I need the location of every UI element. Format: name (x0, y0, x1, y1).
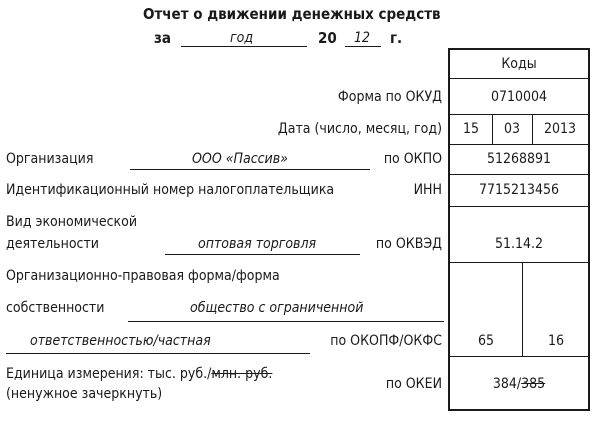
row-divider (448, 206, 590, 207)
unit-label-text: Единица измерения: тыс. руб./ (6, 366, 212, 382)
row-divider (448, 78, 590, 79)
opf-underline-2 (6, 353, 310, 354)
unit-note: (ненужное зачеркнуть) (6, 386, 163, 402)
row-divider (448, 174, 590, 175)
okved-label: по ОКВЭД (375, 236, 442, 252)
inn-code: ИНН (413, 182, 442, 198)
activity-label-2: деятельности (6, 236, 99, 252)
org-underline (130, 169, 370, 170)
opf-value-2[interactable]: ответственностью/частная (30, 333, 211, 349)
opf-underline-1 (128, 321, 444, 322)
opf-label-2: собственности (6, 300, 105, 316)
okud-label: Форма по ОКУД (337, 89, 442, 105)
year-suffix: г. (390, 29, 403, 47)
year-value[interactable]: 12 (354, 30, 371, 46)
row-divider (448, 144, 590, 145)
activity-value[interactable]: оптовая торговля (198, 236, 317, 252)
period-prefix: за (154, 29, 171, 47)
okei-value-text: 384/ (492, 376, 522, 392)
unit-label (6, 366, 272, 382)
unit-struck: млн. руб. (211, 366, 273, 382)
period-value[interactable]: год (230, 30, 254, 46)
inn-value[interactable]: 7715213456 (478, 182, 560, 198)
okopf-label: по ОКОПФ/ОКФС (330, 333, 442, 349)
codes-header: Коды (501, 56, 537, 72)
activity-underline (165, 254, 360, 255)
date-label: Дата (число, месяц, год) (277, 121, 442, 137)
year-prefix: 20 (318, 29, 337, 47)
org-label: Организация (6, 151, 94, 167)
org-value[interactable]: ООО «Пассив» (192, 151, 288, 167)
okved-value[interactable]: 51.14.2 (494, 236, 544, 252)
okpo-label: по ОКПО (383, 151, 442, 167)
opf-label-1: Организационно-правовая форма/форма (6, 268, 280, 284)
date-day[interactable]: 15 (462, 121, 480, 137)
okei-label: по ОКЕИ (385, 376, 442, 392)
date-month[interactable]: 03 (503, 121, 521, 137)
opf-value-1[interactable]: общество с ограниченной (190, 300, 364, 316)
okpo-value[interactable]: 51268891 (486, 151, 552, 167)
okopf-value[interactable]: 65 (477, 333, 495, 349)
report-title: Отчет о движении денежных средств (143, 5, 441, 23)
period-underline (181, 46, 307, 47)
row-divider (448, 356, 590, 357)
row-divider (448, 114, 590, 115)
row-divider (448, 262, 590, 263)
year-underline (345, 46, 381, 47)
inn-label: Идентификационный номер налогоплательщика (6, 182, 335, 198)
okud-value[interactable]: 0710004 (490, 89, 548, 105)
activity-label-1: Вид экономической (6, 214, 137, 230)
date-year[interactable]: 2013 (543, 121, 577, 137)
okei-struck: 385 (521, 376, 546, 392)
okei-value[interactable] (448, 376, 590, 392)
okfs-value[interactable]: 16 (547, 333, 565, 349)
